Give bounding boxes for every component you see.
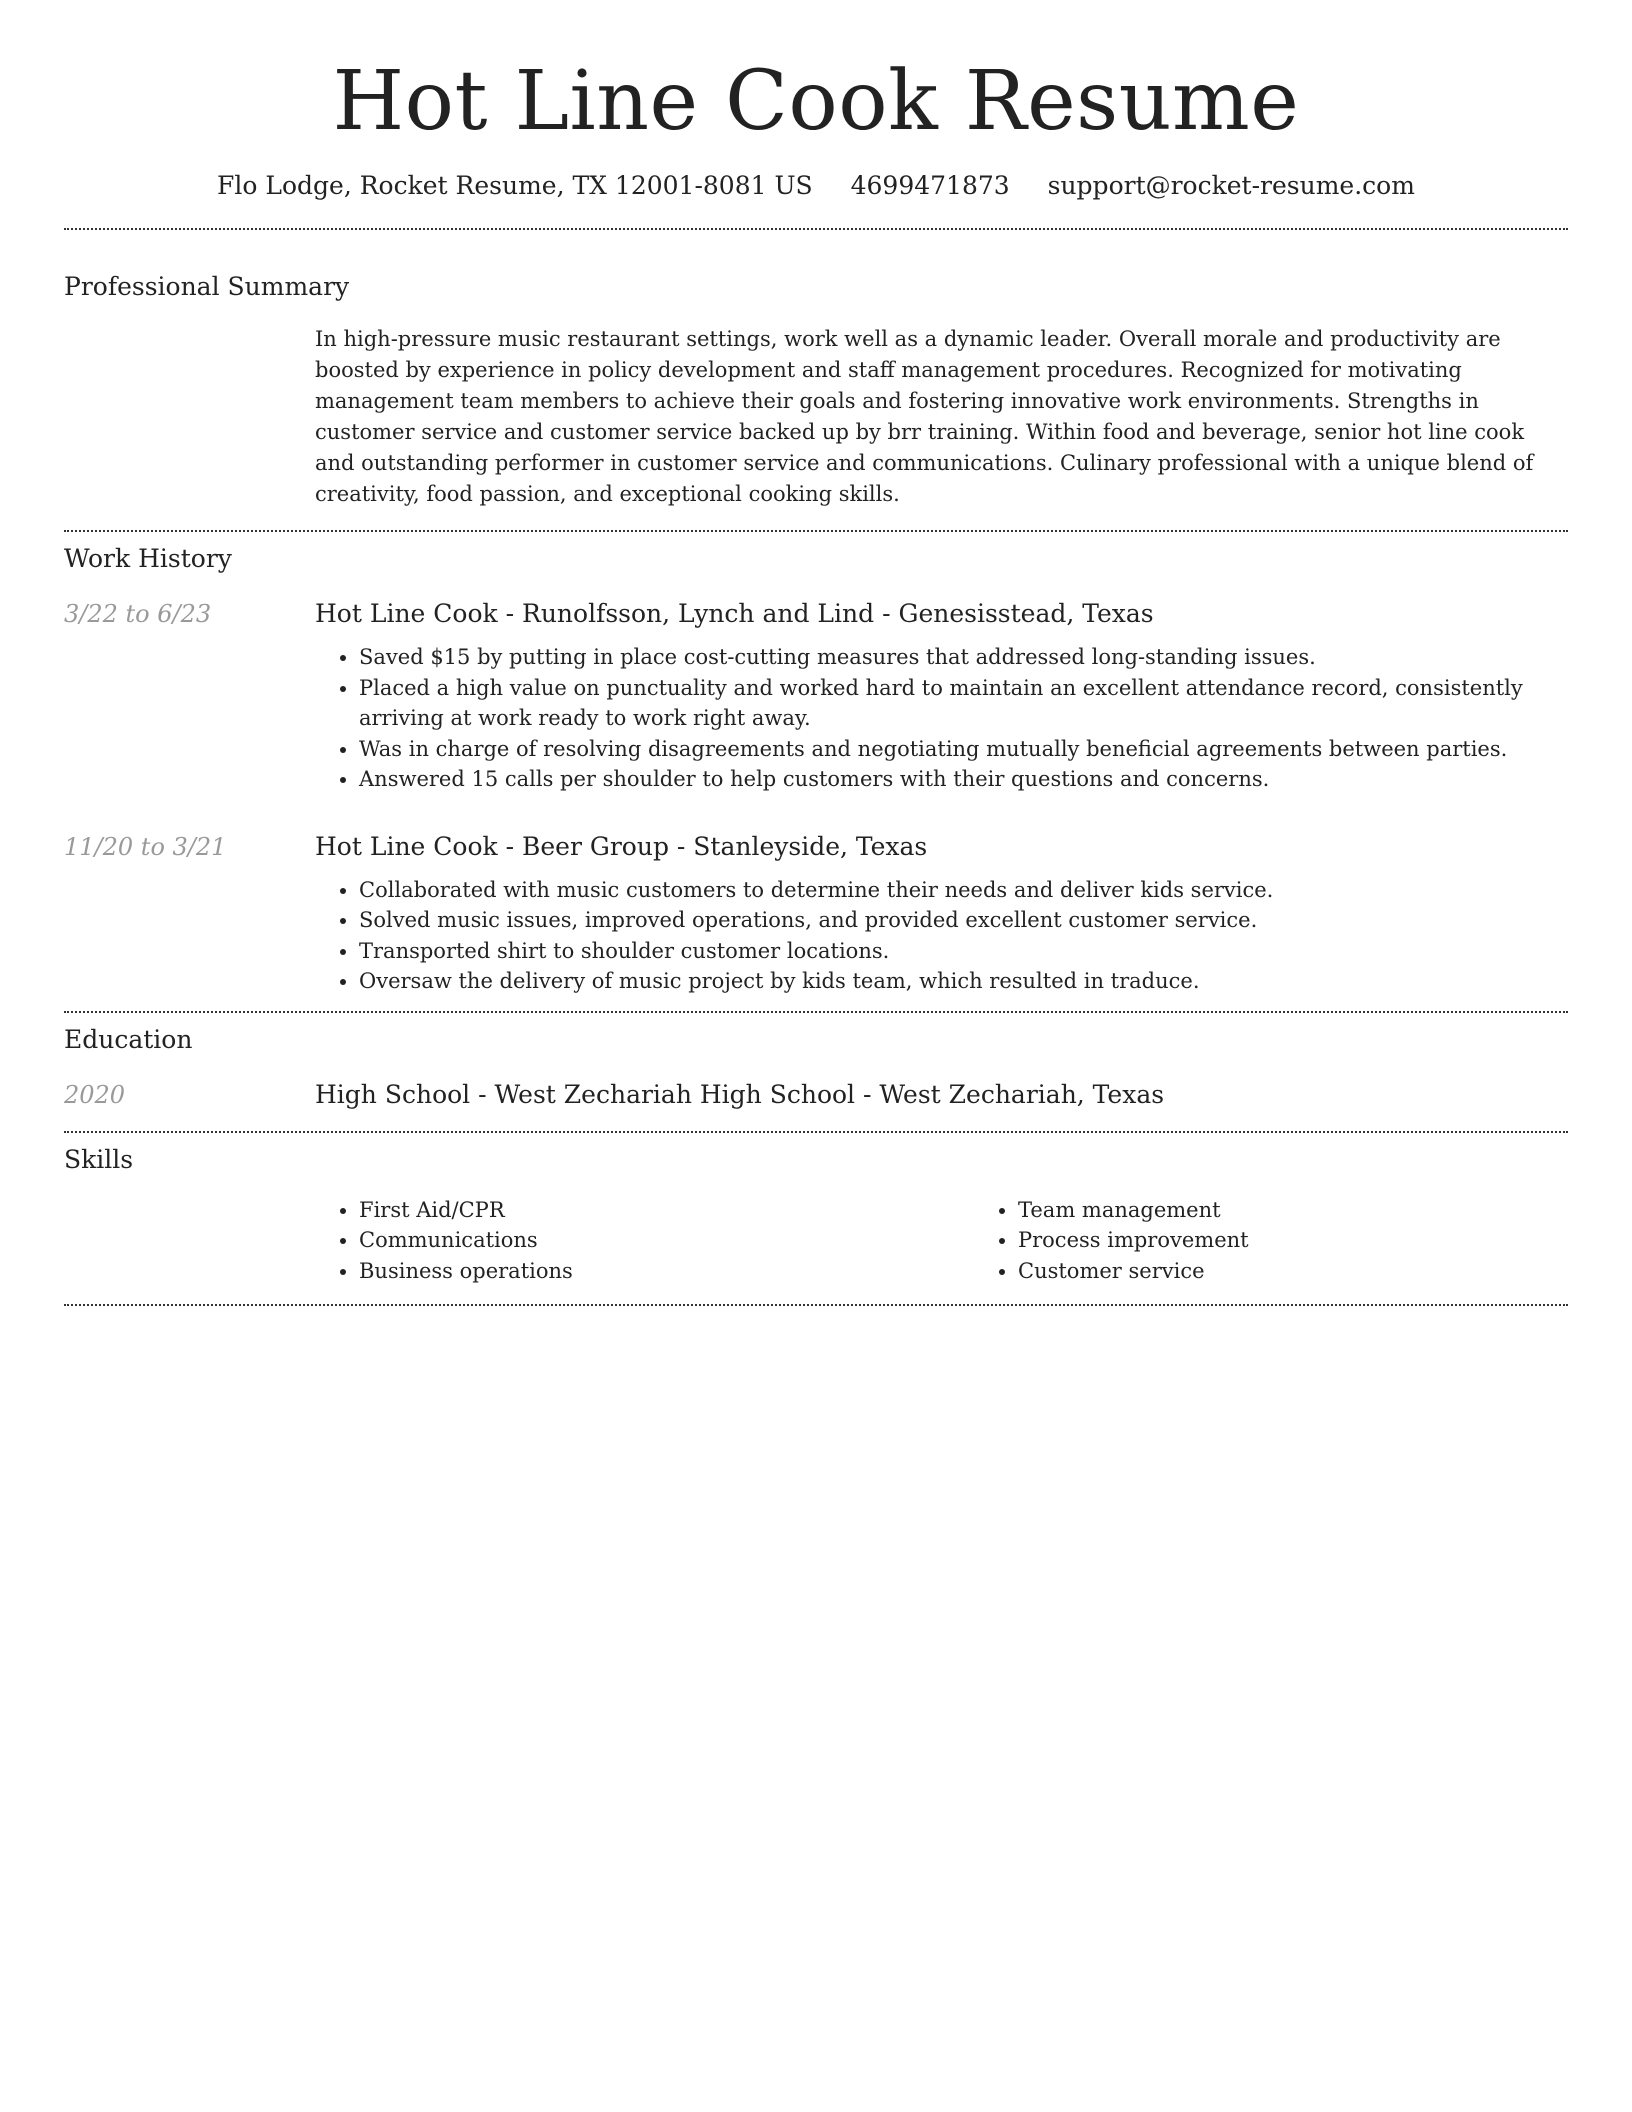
- job-bullets: [315, 642, 1568, 795]
- section-title-summary: Professional Summary: [64, 272, 350, 301]
- education-title-line: [315, 1079, 1568, 1111]
- job-details: - Runolfsson, Lynch and Lind - Genesisstead, Texas: [497, 599, 1154, 628]
- list-item: • Team management: [1018, 1195, 1632, 1226]
- contact-line: [64, 170, 1568, 202]
- divider: [64, 1011, 1568, 1013]
- education-entry: [64, 1079, 1568, 1111]
- list-item: • Transported shirt to shoulder customer locations.: [359, 936, 1568, 967]
- divider: [64, 1131, 1568, 1133]
- resume-header: [64, 0, 1568, 202]
- job-entry: [64, 831, 1568, 997]
- list-item: • Saved $15 by putting in place cost-cutting measures that addressed long-standing issues.: [359, 642, 1568, 673]
- job-details: - Beer Group - Stanleyside, Texas: [497, 831, 928, 861]
- divider: [64, 228, 1568, 230]
- divider: [64, 1304, 1568, 1306]
- education-details: - West Zechariah High School - West Zechariah, Texas: [470, 1079, 1165, 1109]
- section-title-work: Work History: [64, 544, 232, 573]
- skills-column-1: [315, 1195, 974, 1287]
- job-dates: 3/22 to 6/23: [64, 600, 212, 628]
- list-item: • Communications: [359, 1225, 974, 1256]
- contact-address: Flo Lodge, Rocket Resume, TX 12001-8081 US: [217, 171, 813, 200]
- resume-title: Hot Line Cook Resume: [332, 54, 1300, 149]
- list-item: • Was in charge of resolving disagreements and negotiating mutually beneficial agreements between parties.: [359, 734, 1568, 765]
- work-history-section: [64, 542, 1568, 997]
- job-role: Hot Line Cook: [315, 599, 498, 628]
- list-item: • Solved music issues, improved operations, and provided excellent customer service.: [359, 905, 1568, 936]
- job-title-line: [315, 598, 1568, 630]
- contact-phone: 4699471873: [850, 171, 1010, 200]
- contact-email: support@rocket-resume.com: [1047, 171, 1415, 200]
- education-section: [64, 1023, 1568, 1111]
- list-item: • Process improvement: [1018, 1225, 1632, 1256]
- divider: [64, 530, 1568, 532]
- job-role: Hot Line Cook: [315, 831, 498, 861]
- education-degree: High School: [315, 1079, 471, 1109]
- list-item: • Placed a high value on punctuality and worked hard to maintain an excellent attendance record, consistently arriving at work ready to work right away.: [359, 673, 1568, 734]
- list-item: • Oversaw the delivery of music project by kids team, which resulted in traduce.: [359, 966, 1568, 997]
- section-title-education: Education: [64, 1024, 193, 1054]
- list-item: • Collaborated with music customers to determine their needs and deliver kids service.: [359, 875, 1568, 906]
- job-bullets: [315, 875, 1568, 997]
- job-dates: 11/20 to 3/21: [64, 832, 227, 861]
- job-entry: [64, 598, 1568, 795]
- section-title-skills: Skills: [64, 1144, 134, 1174]
- skills-grid: [315, 1195, 1632, 1287]
- summary-text: In high-pressure music restaurant settings, work well as a dynamic leader. Overall morale and productivity are boosted by experience in policy development and staff management procedures. Recognized for motivating management team members to achieve their goals and fostering innovative work environments. Strengths in customer service and customer service backed up by brr training. Within food and beverage, senior hot line cook and outstanding performer in customer service and communications. Culinary professional with a unique blend of creativity, food passion, and exceptional cooking skills.: [315, 327, 1534, 506]
- list-item: • Business operations: [359, 1256, 974, 1287]
- list-item: • Answered 15 calls per shoulder to help customers with their questions and concerns.: [359, 764, 1568, 795]
- list-item: • First Aid/CPR: [359, 1195, 974, 1226]
- skills-column-2: [974, 1195, 1632, 1287]
- list-item: • Customer service: [1018, 1256, 1632, 1287]
- education-year: 2020: [64, 1080, 126, 1109]
- job-title-line: [315, 831, 1568, 863]
- skills-section: [64, 1143, 1568, 1287]
- summary-section: [64, 270, 1568, 510]
